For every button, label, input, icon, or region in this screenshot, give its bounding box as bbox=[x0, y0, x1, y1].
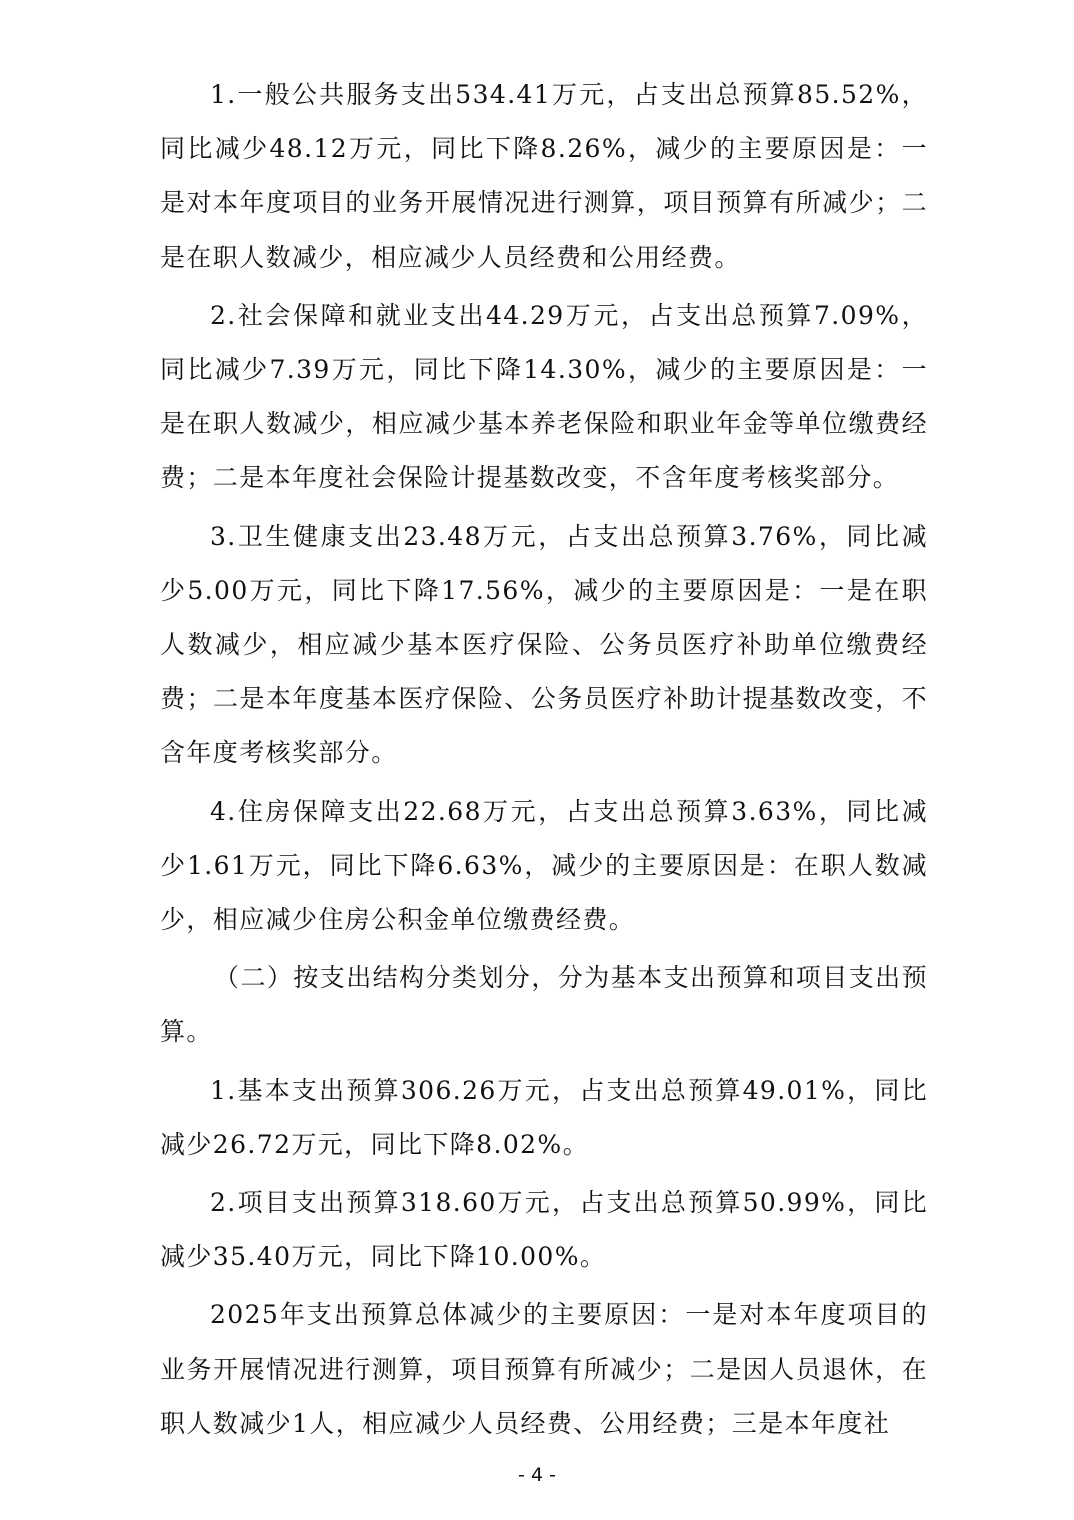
body-text bbox=[160, 68, 928, 1455]
paragraph-general-public-services: 1.一般公共服务支出534.41万元，占支出总预算85.52%，同比减少48.12万元，同比下降8.26%，减少的主要原因是：一是对本年度项目的业务开展情况进行测算，项目预算有所减少；二是在职人数减少，相应减少人员经费和公用经费。 bbox=[160, 80, 928, 272]
paragraph-health: 3.卫生健康支出23.48万元，占支出总预算3.76%，同比减少5.00万元，同比下降17.56%，减少的主要原因是：一是在职人数减少，相应减少基本医疗保险、公务员医疗补助单位缴费经费；二是本年度基本医疗保险、公务员医疗补助计提基数改变，不含年度考核奖部分。 bbox=[160, 521, 928, 768]
paragraph-basic-expenditure: 1.基本支出预算306.26万元，占支出总预算49.01%，同比减少26.72万元，同比下降8.02%。 bbox=[160, 1075, 928, 1159]
paragraph-housing: 4.住房保障支出22.68万元，占支出总预算3.63%，同比减少1.61万元，同比下降6.63%，减少的主要原因是：在职人数减少，相应减少住房公积金单位缴费经费。 bbox=[160, 796, 928, 935]
section-heading-expenditure-structure: （二）按支出结构分类划分，分为基本支出预算和项目支出预算。 bbox=[160, 963, 928, 1047]
page-number: - 4 - bbox=[518, 1464, 556, 1486]
paragraph-overall-reason: 2025年支出预算总体减少的主要原因：一是对本年度项目的业务开展情况进行测算，项目预算有所减少；二是因人员退休，在职人数减少1人，相应减少人员经费、公用经费；三是本年度社 bbox=[160, 1300, 928, 1438]
paragraph-social-security: 2.社会保障和就业支出44.29万元，占支出总预算7.09%，同比减少7.39万元，同比下降14.30%，减少的主要原因是：一是在职人数减少，相应减少基本养老保险和职业年金等单位缴费经费；二是本年度社会保险计提基数改变，不含年度考核奖部分。 bbox=[160, 300, 928, 493]
paragraph-project-expenditure: 2.项目支出预算318.60万元，占支出总预算50.99%，同比减少35.40万元，同比下降10.00%。 bbox=[160, 1188, 928, 1272]
